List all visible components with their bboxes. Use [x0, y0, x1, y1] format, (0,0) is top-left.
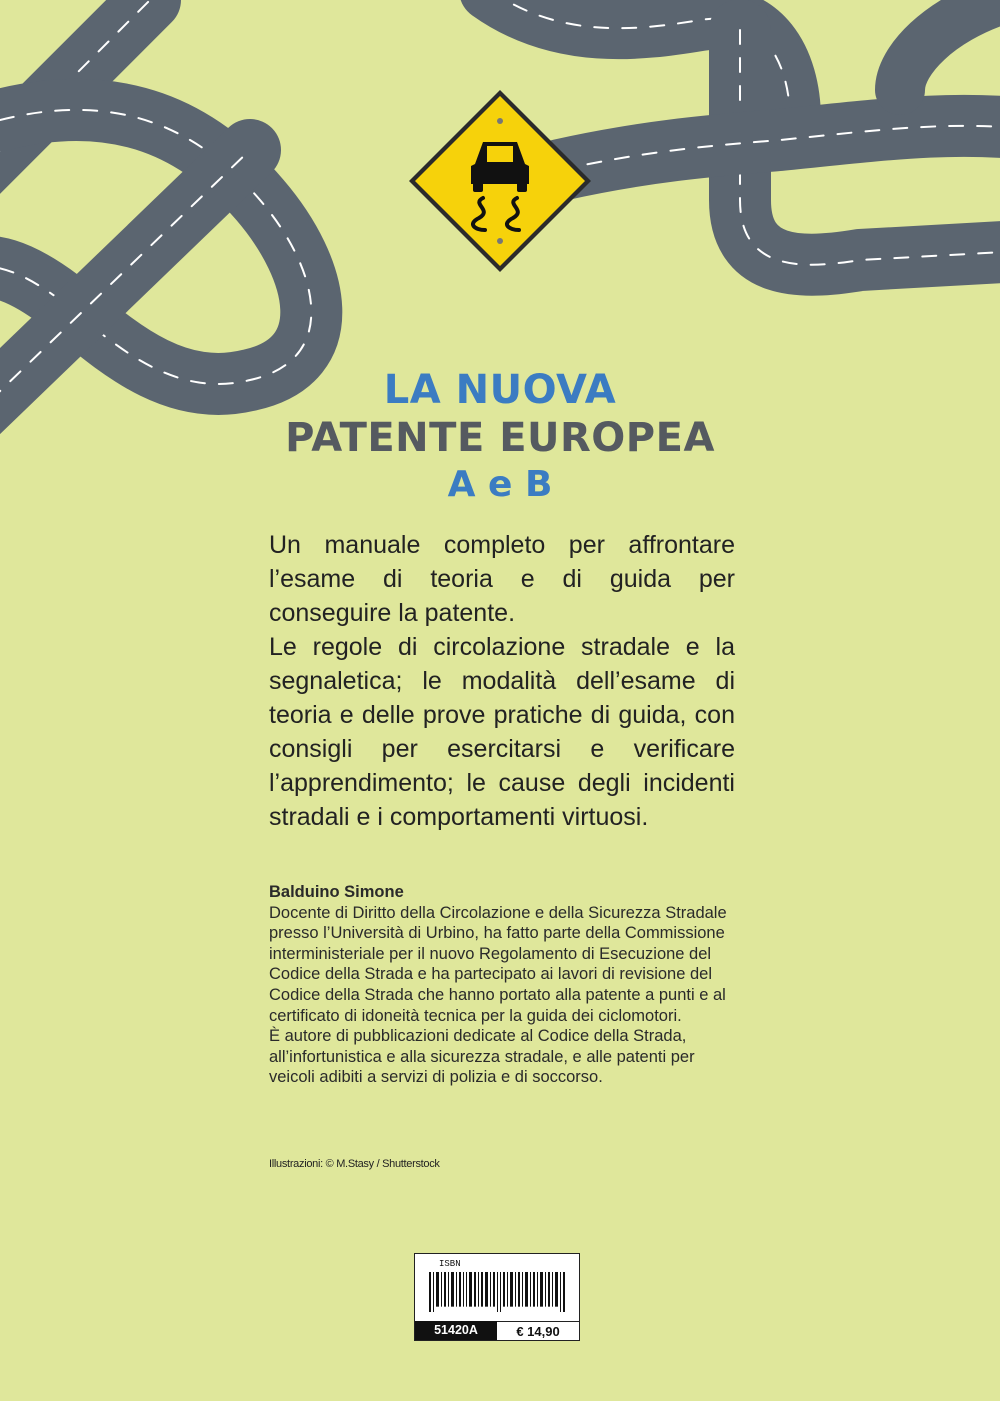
- title-line-1: LA NUOVA: [383, 367, 617, 413]
- barcode-footer: [415, 1321, 579, 1340]
- author-bio-paragraph-1: Docente di Diritto della Circolazione e della Sicurezza Stradale presso l’Università di Urbino, ha fatto parte della Commissione interministeriale per il nuovo Regolamento di Esecuzione del Codice della Strada e ha partecipato ai lavori di revisione del Codice della Strada che hanno portato alla patente a punti e al certificato di idoneità tecnica per la guida dei ciclomotori.: [269, 903, 727, 1025]
- product-code: 51420A: [415, 1321, 497, 1340]
- barcode-label: [414, 1253, 580, 1341]
- slippery-road-warning-sign-icon: [405, 86, 595, 276]
- price-label: € 14,90: [497, 1321, 579, 1340]
- illustration-credits: Illustrazioni: © M.Stasy / Shutterstock: [269, 1158, 440, 1170]
- author-bio: [269, 882, 739, 1088]
- barcode-icon: [429, 1272, 567, 1312]
- book-title: [0, 366, 1000, 508]
- author-name: Balduino Simone: [269, 883, 404, 901]
- book-description: [269, 528, 735, 834]
- title-line-2: PATENTE EUROPEA: [285, 415, 715, 461]
- author-bio-paragraph-2: È autore di pubblicazioni dedicate al Codice della Strada, all’infortunistica e alla sicurezza stradale, e alle patenti per veicoli adibiti a servizi di polizia e di soccorso.: [269, 1027, 695, 1087]
- description-paragraph-1: Un manuale completo per affrontare l’esame di teoria e di guida per conseguire la patente.: [269, 531, 735, 627]
- description-paragraph-2: Le regole di circolazione stradale e la segnaletica; le modalità dell’esame di teoria e delle prove pratiche di guida, con consigli per esercitarsi e verificare l’apprendimento; le cause degli incidenti stradali e i comportamenti virtuosi.: [269, 633, 735, 831]
- title-line-3: A e B: [447, 464, 553, 505]
- isbn-label: ISBN: [439, 1259, 461, 1269]
